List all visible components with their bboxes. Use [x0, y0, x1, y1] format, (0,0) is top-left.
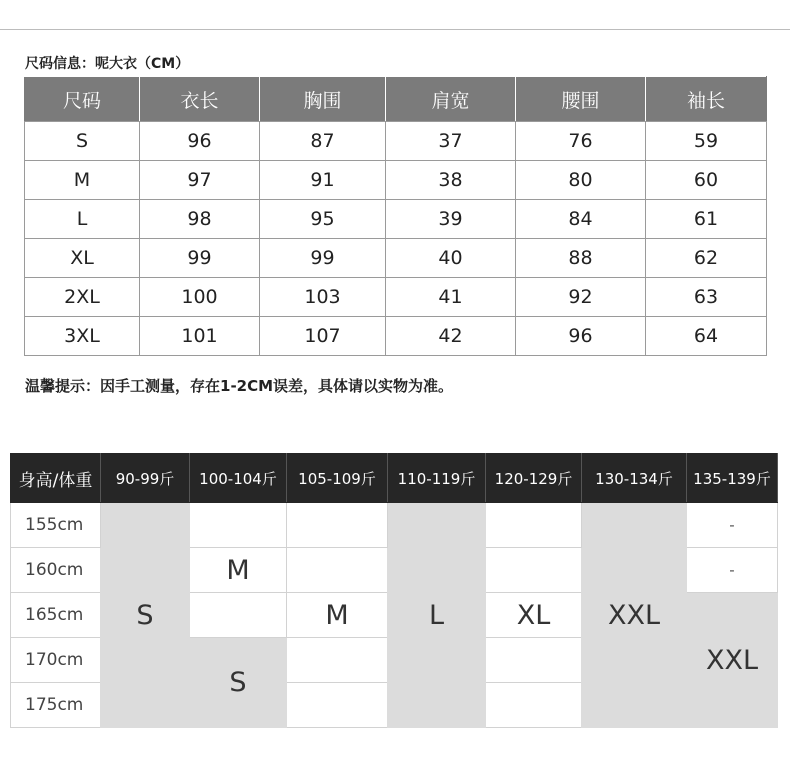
- waist-cell: 92: [516, 278, 646, 317]
- fit-cell: XL: [486, 593, 582, 638]
- fit-cell: [190, 503, 287, 548]
- fit-cell: [287, 503, 388, 548]
- shoulder-cell: 41: [386, 278, 516, 317]
- waist-cell: 96: [516, 317, 646, 356]
- length-cell: 98: [140, 200, 260, 239]
- size-cell: L: [25, 200, 140, 239]
- waist-cell: 84: [516, 200, 646, 239]
- header-shoulder: 肩宽: [386, 77, 516, 122]
- sleeve-cell: 62: [646, 239, 767, 278]
- waist-cell: 80: [516, 161, 646, 200]
- weight-header: 120-129斤: [486, 454, 582, 503]
- fit-cell: -: [687, 548, 778, 593]
- measurement-tip: 温馨提示：因手工测量，存在1-2CM误差，具体请以实物为准。: [25, 377, 454, 395]
- height-label: 165cm: [11, 593, 101, 638]
- size-caption: 尺码信息：呢大衣（CM）: [25, 56, 190, 72]
- height-label: 170cm: [11, 638, 101, 683]
- weight-header: 105-109斤: [287, 454, 388, 503]
- fit-cell: [486, 638, 582, 683]
- size-table: [24, 76, 767, 356]
- waist-cell: 88: [516, 239, 646, 278]
- sleeve-cell: 61: [646, 200, 767, 239]
- shoulder-cell: 39: [386, 200, 516, 239]
- weight-header: 135-139斤: [687, 454, 778, 503]
- weight-header: 130-134斤: [582, 454, 687, 503]
- table-row: [25, 161, 767, 200]
- fit-header-row: [11, 454, 778, 503]
- length-cell: 97: [140, 161, 260, 200]
- fit-recommendation-table: [10, 453, 778, 728]
- table-row: [25, 278, 767, 317]
- bust-cell: 95: [260, 200, 386, 239]
- sleeve-cell: 59: [646, 122, 767, 161]
- shoulder-cell: 40: [386, 239, 516, 278]
- table-row: [25, 122, 767, 161]
- fit-cell: S: [190, 638, 287, 728]
- fit-cell: [287, 683, 388, 728]
- table-row: [25, 317, 767, 356]
- weight-header: 100-104斤: [190, 454, 287, 503]
- height-label: 160cm: [11, 548, 101, 593]
- weight-header: 90-99斤: [101, 454, 190, 503]
- shoulder-cell: 38: [386, 161, 516, 200]
- fit-cell: XXL: [582, 503, 687, 728]
- header-length: 衣长: [140, 77, 260, 122]
- fit-cell: [190, 593, 287, 638]
- fit-cell: [287, 638, 388, 683]
- length-cell: 99: [140, 239, 260, 278]
- sleeve-cell: 60: [646, 161, 767, 200]
- fit-cell: [486, 683, 582, 728]
- fit-cell: [486, 503, 582, 548]
- size-cell: M: [25, 161, 140, 200]
- weight-header: 110-119斤: [388, 454, 486, 503]
- bust-cell: 91: [260, 161, 386, 200]
- table-row: [11, 503, 778, 548]
- size-cell: S: [25, 122, 140, 161]
- fit-cell: -: [687, 503, 778, 548]
- shoulder-cell: 42: [386, 317, 516, 356]
- size-cell: 3XL: [25, 317, 140, 356]
- fit-cell: L: [388, 503, 486, 728]
- corner-header: 身高/体重: [11, 454, 101, 503]
- header-size: 尺码: [25, 77, 140, 122]
- table-row: [25, 239, 767, 278]
- height-label: 155cm: [11, 503, 101, 548]
- shoulder-cell: 37: [386, 122, 516, 161]
- sleeve-cell: 64: [646, 317, 767, 356]
- header-sleeve: 袖长: [646, 77, 767, 122]
- size-cell: XL: [25, 239, 140, 278]
- fit-cell: S: [101, 503, 190, 728]
- table-row: [25, 200, 767, 239]
- length-cell: 100: [140, 278, 260, 317]
- size-header-row: [25, 77, 767, 122]
- fit-cell: XXL: [687, 593, 778, 728]
- header-waist: 腰围: [516, 77, 646, 122]
- top-divider: [0, 29, 790, 30]
- bust-cell: 87: [260, 122, 386, 161]
- size-cell: 2XL: [25, 278, 140, 317]
- length-cell: 101: [140, 317, 260, 356]
- bust-cell: 103: [260, 278, 386, 317]
- sleeve-cell: 63: [646, 278, 767, 317]
- fit-cell: M: [190, 548, 287, 593]
- fit-cell: [287, 548, 388, 593]
- fit-cell: [486, 548, 582, 593]
- header-bust: 胸围: [260, 77, 386, 122]
- fit-cell: M: [287, 593, 388, 638]
- waist-cell: 76: [516, 122, 646, 161]
- length-cell: 96: [140, 122, 260, 161]
- height-label: 175cm: [11, 683, 101, 728]
- bust-cell: 99: [260, 239, 386, 278]
- bust-cell: 107: [260, 317, 386, 356]
